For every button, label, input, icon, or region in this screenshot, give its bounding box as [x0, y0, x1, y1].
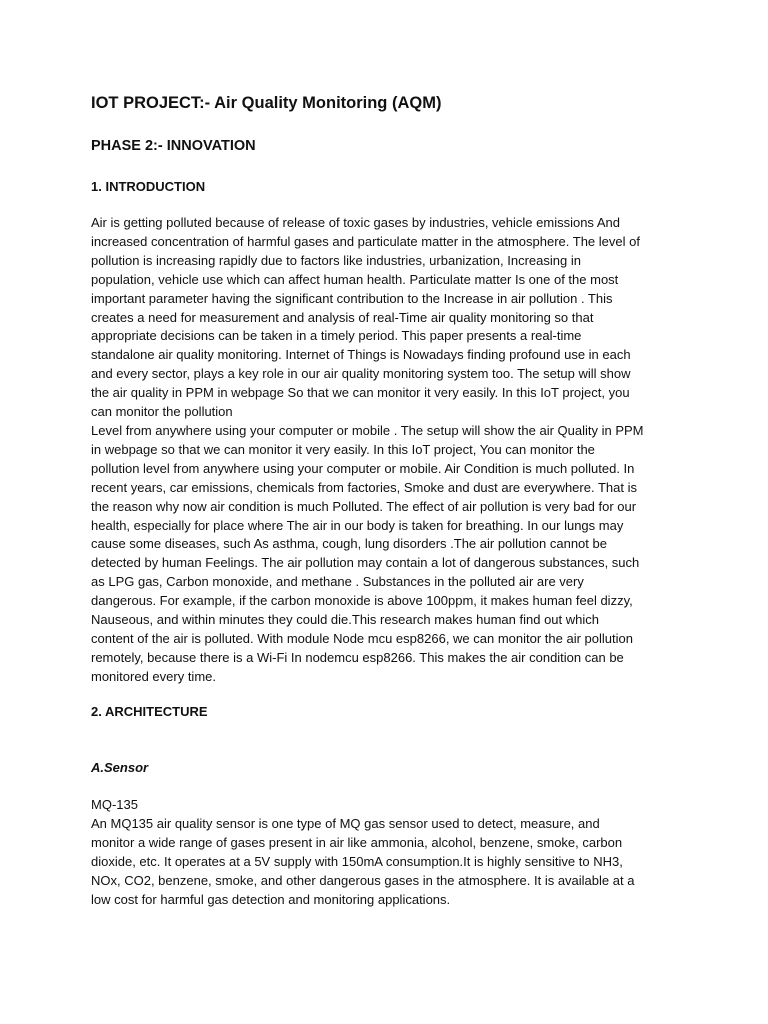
introduction-paragraph — [91, 214, 691, 687]
text-line: standalone air quality monitoring. Internet of Things is Nowadays finding profound use in each — [91, 347, 631, 363]
sensor-subheading: A.Sensor — [91, 760, 149, 775]
text-line: health, especially for place where The air in our body is taken for breathing. In our lungs may — [91, 517, 624, 533]
text-line: monitor a wide range of gases present in air like ammonia, alcohol, benzene, smoke, carbon — [91, 834, 623, 850]
text-line: pollution level from anywhere using your computer or mobile. Air Condition is much polluted. In — [91, 460, 635, 476]
phase-heading: PHASE 2:- INNOVATION — [91, 138, 256, 154]
document-title: IOT PROJECT:- Air Quality Monitoring (AQM) — [91, 94, 442, 112]
text-line: monitored every time. — [91, 668, 216, 684]
text-line: NOx, CO2, benzene, smoke, and other dangerous gases in the atmosphere. It is available at a — [91, 872, 635, 888]
text-line: and every sector, plays a key role in our air quality monitoring system too. The setup will show — [91, 366, 631, 382]
introduction-heading: 1. INTRODUCTION — [91, 179, 206, 194]
text-line: in webpage so that we can monitor it very easily. In this IoT project, You can monitor the — [91, 441, 595, 457]
text-line: appropriate decisions can be taken in a timely period. This paper presents a real-time — [91, 328, 582, 344]
text-line: can monitor the pollution — [91, 404, 233, 420]
sensor-paragraph — [91, 796, 691, 909]
text-line: recent years, car emissions, chemicals from factories, Smoke and dust are everywhere. That is — [91, 479, 637, 495]
text-line: important parameter having the significant contribution to the Increase in air pollution . This — [91, 290, 613, 306]
text-line: content of the air is polluted. With module Node mcu esp8266, we can monitor the air pollution — [91, 630, 633, 646]
text-line: dangerous. For example, if the carbon monoxide is above 100ppm, it makes human feel dizzy, — [91, 593, 633, 609]
text-line: Level from anywhere using your computer or mobile . The setup will show the air Quality in PPM — [91, 422, 644, 438]
text-line: MQ-135 — [91, 797, 138, 812]
text-line: the reason why now air condition is much Polluted. The effect of air pollution is very bad for our — [91, 498, 637, 514]
text-line: cause some diseases, such As asthma, cough, lung disorders .The air pollution cannot be — [91, 536, 607, 552]
text-line: remotely, because there is a Wi-Fi In nodemcu esp8266. This makes the air condition can be — [91, 649, 624, 665]
text-line: Air is getting polluted because of release of toxic gases by industries, vehicle emissions And — [91, 215, 620, 230]
text-line: An MQ135 air quality sensor is one type of MQ gas sensor used to detect, measure, and — [91, 815, 600, 831]
text-line: increased concentration of harmful gases and particulate matter in the atmosphere. The level of — [91, 233, 640, 249]
text-line: Nauseous, and within minutes they could die.This research makes human find out which — [91, 612, 599, 628]
text-line: pollution is increasing rapidly due to factors like industries, urbanization, Increasing in — [91, 252, 581, 268]
text-line: population, vehicle use which can affect human health. Particulate matter Is one of the most — [91, 271, 619, 287]
text-line: as LPG gas, Carbon monoxide, and methane . Substances in the polluted air are very — [91, 574, 584, 590]
text-line: low cost for harmful gas detection and monitoring applications. — [91, 891, 451, 907]
text-line: creates a need for measurement and analysis of real-Time air quality monitoring so that — [91, 309, 594, 325]
text-line: dioxide, etc. It operates at a 5V supply with 150mA consumption.It is highly sensitive to NH3, — [91, 853, 623, 869]
text-line: detected by human Feelings. The air pollution may contain a lot of dangerous substances, such — [91, 555, 640, 571]
architecture-heading: 2. ARCHITECTURE — [91, 704, 208, 719]
text-line: the air quality in PPM in webpage So that we can monitor it very easily. In this IoT project, you — [91, 385, 630, 401]
